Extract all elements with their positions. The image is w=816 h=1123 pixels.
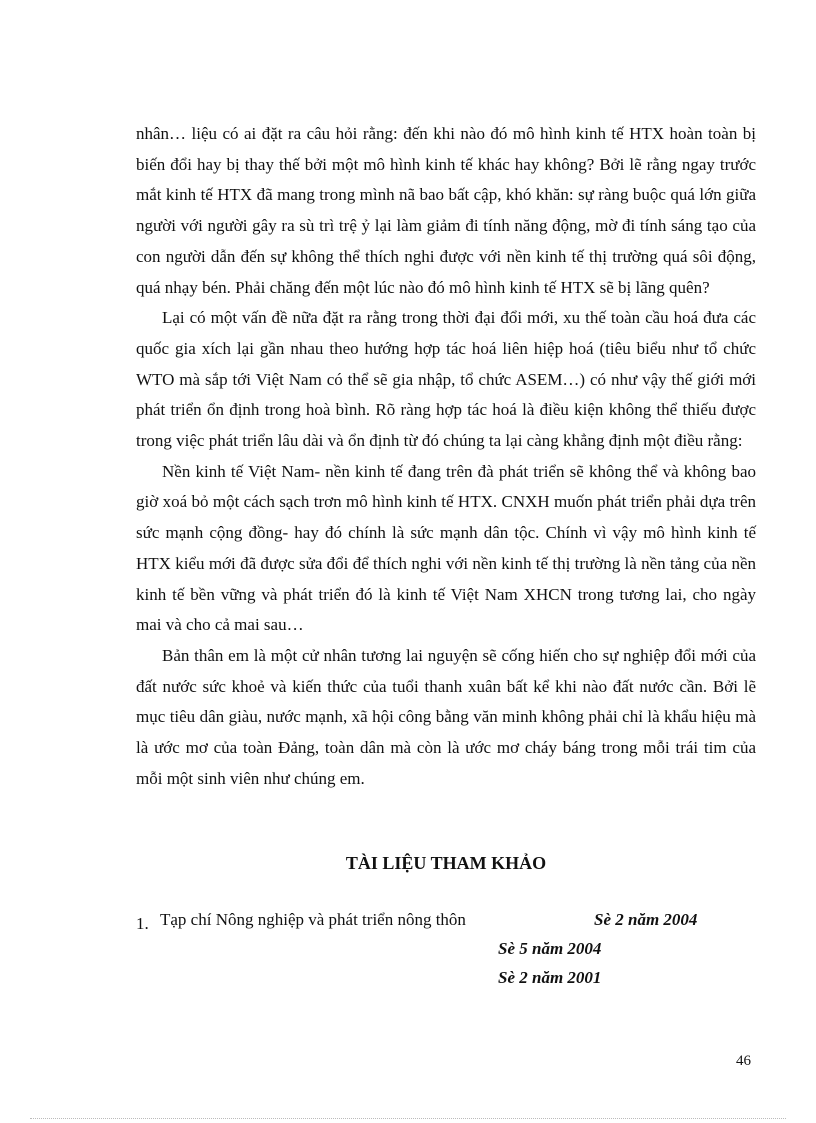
page-number: 46 xyxy=(736,1053,751,1069)
reference-line-1 xyxy=(136,910,756,939)
paragraph-3: Nền kinh tế Việt Nam- nền kinh tế đang trên đà phát triển sẽ không thể và không bao giờ xoá bỏ một cách sạch trơn mô hình kinh tế HTX. CNXH muốn phát triển phải dựa trên sức mạnh cộng đồng- hay đó chính là sức mạnh dân tộc. Chính vì vậy mô hình kinh tế HTX kiểu mới đã được sửa đổi để thích nghi với nền kinh tế thị trường là nền tảng của nền kinh tế bền vững và phát triển đó là kinh tế Việt Nam XHCN trong tương lai, cho ngày mai và cho cả mai sau… xyxy=(136,461,756,635)
paragraph-2: Lại có một vấn đề nữa đặt ra rằng trong thời đại đổi mới, xu thế toàn cầu hoá đưa các quốc gia xích lại gần nhau theo hướng hợp tác hoá liên hiệp hoá (tiêu biểu như tổ chức WTO mà sắp tới Việt Nam có thể sẽ gia nhập, tổ chức ASEM…) có như vậy thế giới mới phát triển ổn định trong hoà bình. Rõ ràng hợp tác hoá là điều kiện không thể thiếu được trong việc phát triển lâu dài và ổn định từ đó chúng ta lại càng khẳng định một điều rằng: xyxy=(136,308,756,451)
reference-line-3 xyxy=(136,968,756,997)
paragraph-4: Bản thân em là một cử nhân tương lai nguyện sẽ cống hiến cho sự nghiệp đổi mới của đất nước sức khoẻ và kiến thức của tuổi thanh xuân bất kể khi nào đất nước cần. Bởi lẽ mục tiêu dân giàu, nước mạnh, xã hội công bằng văn minh không phải chỉ là khẩu hiệu mà là ước mơ của toàn Đảng, toàn dân mà còn là ước mơ cháy báng trong mỗi trái tim của mỗi một sinh viên như chúng em. xyxy=(136,645,756,788)
body-text xyxy=(136,119,756,794)
footer-divider xyxy=(30,1118,786,1119)
reference-description: Tạp chí Nông nghiệp và phát triển nông thôn xyxy=(160,910,466,929)
reference-issue-3: Sè 2 năm 2001 xyxy=(498,968,602,987)
reference-item xyxy=(136,910,756,997)
paragraph-1: nhân… liệu có ai đặt ra câu hỏi rằng: đến khi nào đó mô hình kinh tế HTX hoàn toàn bị biến đổi hay bị thay thế bởi một mô hình kinh tế khác hay không? Bởi lẽ rằng ngay trước mắt kinh tế HTX đã mang trong mình nã bao bất cập, khó khăn: sự ràng buộc quá lớn giữa người với người gây ra sù trì trệ ỷ lại làm giảm đi tính năng động, mờ đi tính sáng tạo của con người dẫn đến sự không thể thích nghi được với nền kinh tế thị trường quá sôi động, quá nhạy bén. Phải chăng đến một lúc nào đó mô hình kinh tế HTX sẽ bị lãng quên? xyxy=(136,124,756,297)
references-list xyxy=(136,910,756,997)
reference-number: 1. xyxy=(136,914,149,933)
references-heading: TÀI LIỆU THAM KHẢO xyxy=(345,853,547,873)
reference-issue-1: Sè 2 năm 2004 xyxy=(594,910,698,929)
reference-line-2 xyxy=(136,939,756,968)
reference-issue-2: Sè 5 năm 2004 xyxy=(498,939,602,958)
